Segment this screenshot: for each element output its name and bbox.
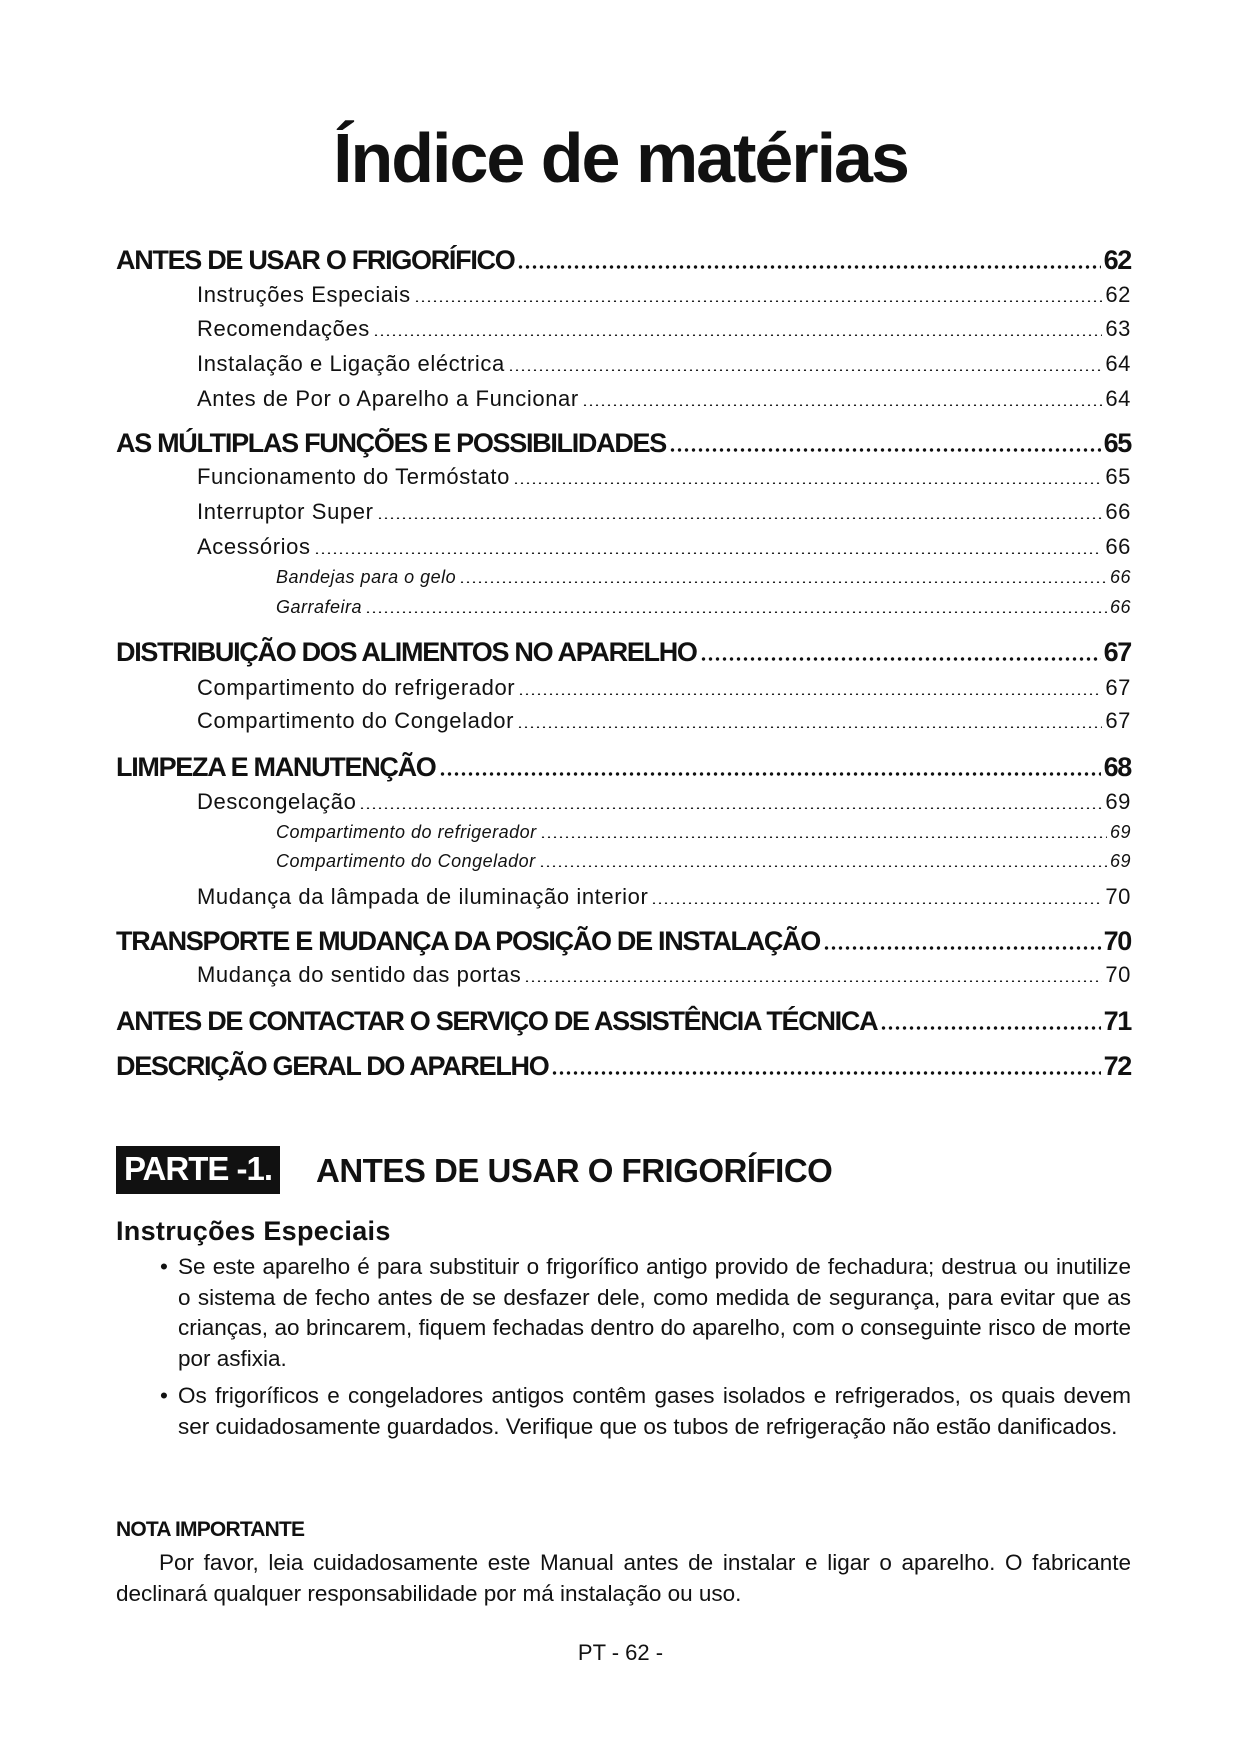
toc-entry-page: 66: [1105, 499, 1131, 524]
toc-entry[interactable]: [276, 851, 1131, 872]
dot-leader: [551, 1071, 1100, 1075]
toc-entry-page: 69: [1109, 851, 1131, 871]
toc-entry[interactable]: [197, 316, 1131, 342]
toc-entry-page: 63: [1105, 316, 1131, 341]
toc-entry[interactable]: [197, 884, 1131, 910]
toc-entry-page: 70: [1103, 926, 1131, 956]
toc-entry-page: 67: [1105, 708, 1131, 733]
dot-leader: [582, 404, 1103, 406]
toc-entry-label: Funcionamento do Termóstato: [197, 464, 510, 489]
toc-entry[interactable]: [276, 567, 1131, 588]
toc-entry[interactable]: [116, 428, 1131, 459]
toc-entry[interactable]: [197, 534, 1131, 560]
dot-leader: [513, 482, 1102, 484]
toc-entry[interactable]: [197, 464, 1131, 490]
toc-entry-label: Instalação e Ligação eléctrica: [197, 351, 505, 376]
toc-entry-label: AS MÚLTIPLAS FUNÇÕES E POSSIBILIDADES: [116, 428, 666, 458]
toc-entry-label: Antes de Por o Aparelho a Funcionar: [197, 386, 579, 411]
toc-entry-label: Interruptor Super: [197, 499, 374, 524]
dot-leader: [669, 448, 1101, 452]
toc-entry[interactable]: [197, 789, 1131, 815]
toc-entry[interactable]: [197, 282, 1131, 308]
toc-entry[interactable]: [116, 1006, 1131, 1037]
toc-entry-label: Compartimento do refrigerador: [276, 822, 537, 842]
toc-entry[interactable]: [197, 386, 1131, 412]
dot-leader: [373, 334, 1102, 336]
dot-leader: [314, 552, 1103, 554]
toc-entry[interactable]: [197, 499, 1131, 525]
bullet-icon: •: [160, 1254, 168, 1279]
toc-entry-label: Bandejas para o gelo: [276, 567, 457, 587]
section-heading: Instruções Especiais: [116, 1216, 391, 1246]
toc-entry-label: Compartimento do Congelador: [276, 851, 536, 871]
dot-leader: [377, 517, 1103, 519]
toc-entry-label: Recomendações: [197, 316, 370, 341]
toc-entry-page: 69: [1109, 822, 1131, 842]
bullet-text: Se este aparelho é para substituir o frigorífico antigo provido de fechadura; destrua ou inutilize o sistema de fecho antes de se desfazer dele, como medida de segurança, para evitar que as crianças, ao brincarem, fiquem fechadas dentro do aparelho, com o conseguinte risco de morte por asfixia.: [178, 1254, 1131, 1371]
dot-leader: [365, 611, 1107, 613]
toc-entry-page: 67: [1105, 675, 1131, 700]
toc-entry[interactable]: [197, 708, 1131, 734]
dot-leader: [359, 807, 1102, 809]
toc-entry-page: 66: [1105, 534, 1131, 559]
toc-entry-page: 72: [1103, 1051, 1131, 1081]
dot-leader: [651, 902, 1102, 904]
dot-leader: [823, 946, 1101, 950]
dot-leader: [518, 693, 1102, 695]
dot-leader: [414, 300, 1103, 302]
toc-entry-page: 71: [1103, 1006, 1131, 1036]
dot-leader: [880, 1026, 1100, 1030]
dot-leader: [508, 369, 1102, 371]
toc-entry-label: Instruções Especiais: [197, 282, 411, 307]
dot-leader: [540, 836, 1107, 838]
bullet-item: [160, 1252, 1131, 1374]
dot-leader: [517, 726, 1102, 728]
toc-entry-page: 66: [1109, 567, 1131, 587]
toc-entry-label: Mudança do sentido das portas: [197, 962, 522, 987]
page-title: Índice de matérias: [333, 119, 908, 197]
bullet-icon: •: [160, 1383, 168, 1408]
toc-entry-label: ANTES DE CONTACTAR O SERVIÇO DE ASSISTÊNCIA TÉCNICA: [116, 1006, 878, 1036]
toc-entry-page: 70: [1105, 962, 1131, 987]
part-title: ANTES DE USAR O FRIGORÍFICO: [316, 1152, 833, 1189]
toc-entry[interactable]: [116, 245, 1131, 276]
bullet-item: [160, 1381, 1131, 1442]
toc-entry[interactable]: [276, 597, 1131, 618]
toc-entry-page: 62: [1103, 245, 1131, 275]
dot-leader: [524, 980, 1102, 982]
toc-entry-page: 64: [1105, 386, 1131, 411]
toc-entry-page: 68: [1103, 752, 1131, 782]
dot-leader: [539, 865, 1107, 867]
toc-entry[interactable]: [116, 752, 1131, 783]
toc-entry-label: LIMPEZA E MANUTENÇÃO: [116, 752, 436, 782]
toc-entry[interactable]: [197, 351, 1131, 377]
toc-entry-label: Acessórios: [197, 534, 311, 559]
toc-entry-label: DISTRIBUIÇÃO DOS ALIMENTOS NO APARELHO: [116, 637, 697, 667]
toc-entry-label: DESCRIÇÃO GERAL DO APARELHO: [116, 1051, 549, 1081]
toc-entry-page: 62: [1105, 282, 1131, 307]
toc-entry-page: 70: [1105, 884, 1131, 909]
toc-entry[interactable]: [116, 1051, 1131, 1082]
toc-entry-label: Compartimento do Congelador: [197, 708, 515, 733]
toc-entry-page: 64: [1105, 351, 1131, 376]
toc-entry-page: 65: [1105, 464, 1131, 489]
page-number: PT - 62 -: [577, 1640, 664, 1665]
toc-entry-page: 67: [1103, 637, 1131, 667]
dot-leader: [439, 772, 1101, 776]
toc-entry-label: Garrafeira: [276, 597, 363, 617]
dot-leader: [459, 581, 1107, 583]
dot-leader: [517, 265, 1100, 269]
toc-entry-page: 69: [1105, 789, 1131, 814]
dot-leader: [700, 657, 1101, 661]
toc-entry-label: Compartimento do refrigerador: [197, 675, 516, 700]
bullet-text: Os frigoríficos e congeladores antigos contêm gases isolados e refrigerados, os quais devem ser cuidadosamente guardados. Verifique que os tubos de refrigeração não estão danificados.: [178, 1383, 1131, 1439]
toc-entry-label: ANTES DE USAR O FRIGORÍFICO: [116, 245, 515, 275]
note-heading: NOTA IMPORTANTE: [116, 1518, 305, 1541]
part-badge: PARTE -1.: [116, 1146, 280, 1194]
toc-entry[interactable]: [197, 675, 1131, 701]
toc-entry-label: TRANSPORTE E MUDANÇA DA POSIÇÃO DE INSTALAÇÃO: [116, 926, 821, 956]
toc-entry[interactable]: [116, 637, 1131, 668]
toc-entry[interactable]: [197, 962, 1131, 988]
toc-entry-page: 66: [1109, 597, 1131, 617]
toc-entry[interactable]: [116, 926, 1131, 957]
toc-entry-label: Mudança da lâmpada de iluminação interior: [197, 884, 649, 909]
toc-entry-page: 65: [1103, 428, 1131, 458]
note-text: Por favor, leia cuidadosamente este Manual antes de instalar e ligar o aparelho. O fabricante declinará qualquer responsabilidade por má instalação ou uso.: [116, 1550, 1131, 1606]
toc-entry-label: Descongelação: [197, 789, 357, 814]
toc-entry[interactable]: [276, 822, 1131, 843]
